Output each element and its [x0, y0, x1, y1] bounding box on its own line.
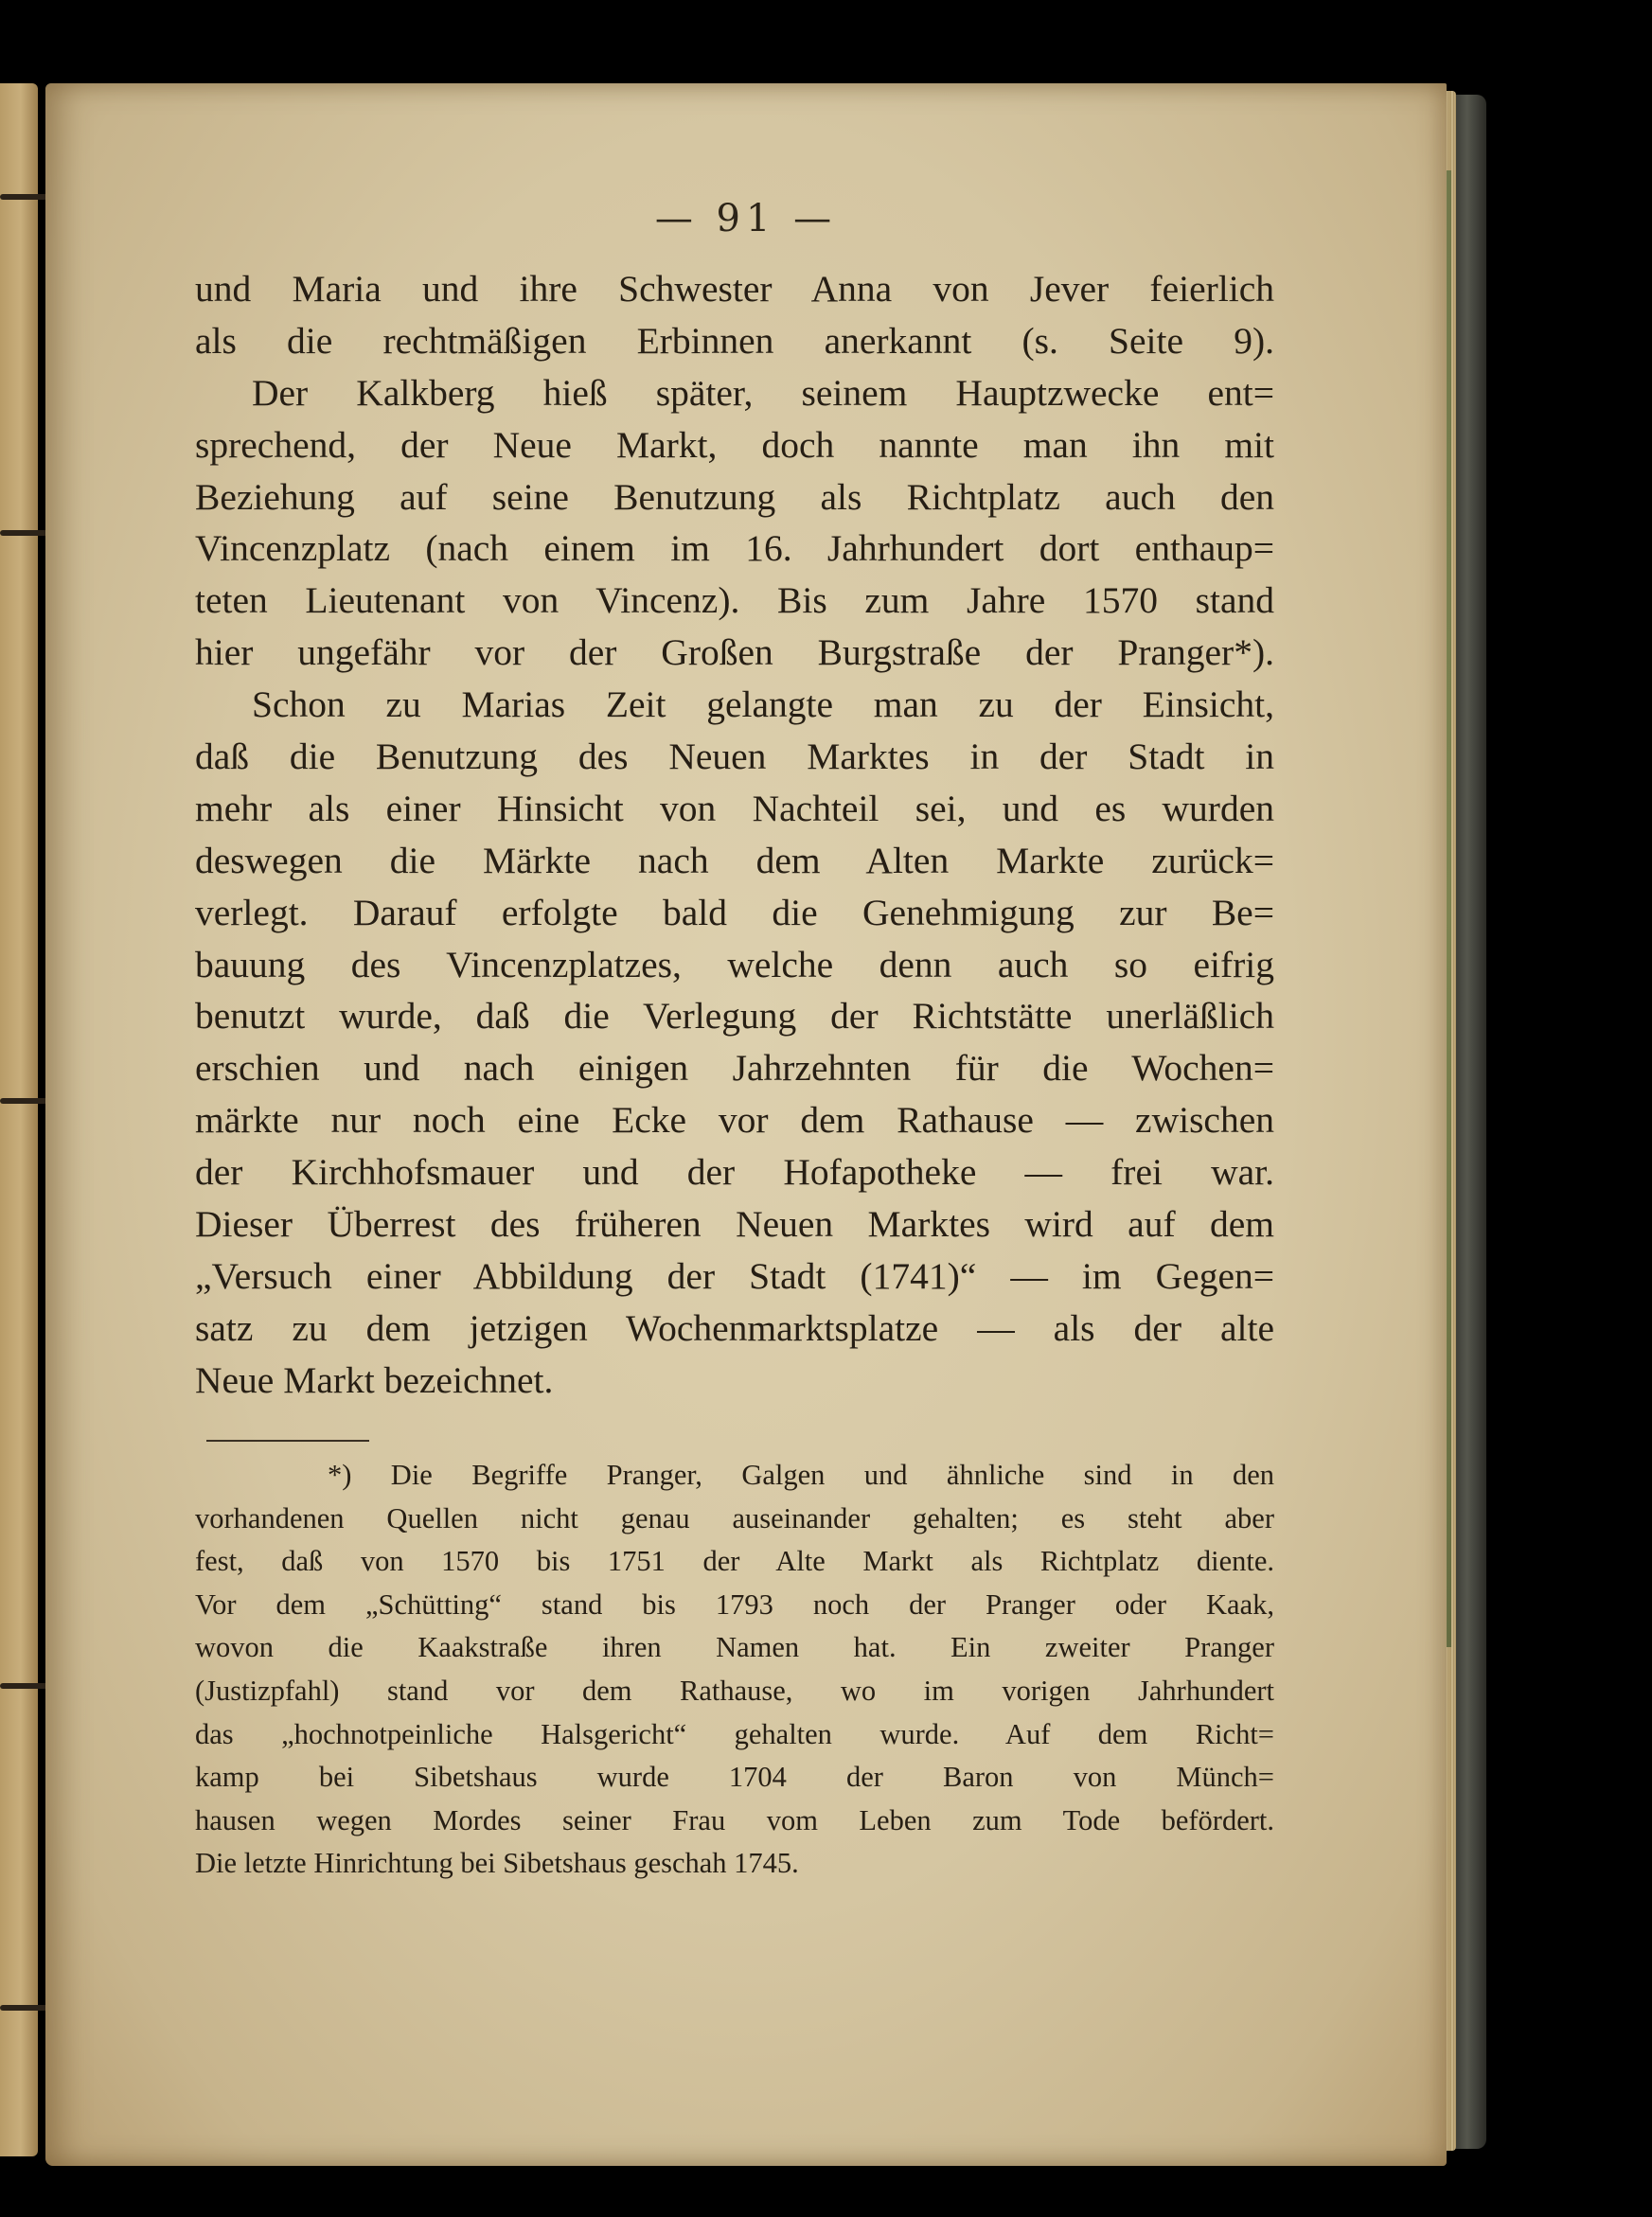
text-line: Vincenzplatz (nach einem im 16. Jahrhundert dort enthaup=	[195, 527, 1274, 570]
page-number: — 91 —	[654, 197, 838, 240]
text-line: mehr als einer Hinsicht von Nachteil sei, und es wurden	[195, 787, 1274, 829]
text-line: märkte nur noch eine Ecke vor dem Rathause — zwischen	[195, 1099, 1274, 1142]
text-line: als die rechtmäßigen Erbinnen anerkannt (s. Seite 9).	[195, 319, 1274, 362]
footnote-line: vorhandenen Quellen nicht genau auseinander gehalten; es steht aber	[195, 1501, 1274, 1534]
text-line: und Maria und ihre Schwester Anna von Jever feierlich	[195, 268, 1274, 310]
book-cover-edge	[1454, 95, 1486, 2149]
footnote-divider	[206, 1440, 369, 1442]
footnote-line: Die letzte Hinrichtung bei Sibetshaus geschah 1745.	[195, 1847, 799, 1880]
footnote-line: (Justizpfahl) stand vor dem Rathause, wo im vorigen Jahrhundert	[195, 1674, 1274, 1707]
text-line: der Kirchhofsmauer und der Hofapotheke — frei war.	[195, 1151, 1274, 1194]
text-line: daß die Benutzung des Neuen Marktes in der Stadt in	[195, 736, 1274, 778]
text-line: sprechend, der Neue Markt, doch nannte man ihn mit	[195, 423, 1274, 466]
text-line: deswegen die Märkte nach dem Alten Markte zurück=	[195, 839, 1274, 881]
footnote	[195, 1454, 1274, 1886]
book-page	[45, 83, 1447, 2166]
text-line: satz zu dem jetzigen Wochenmarktsplatze — als der alte	[195, 1306, 1274, 1349]
text-line: Dieser Überrest des früheren Neuen Marktes wird auf dem	[195, 1203, 1274, 1246]
text-line: Neue Markt bezeichnet.	[195, 1358, 554, 1401]
text-line: Schon zu Marias Zeit gelangte man zu der Einsicht,	[252, 683, 1274, 726]
footnote-line: das „hochnotpeinliche Halsgericht“ gehalten wurde. Auf dem Richt=	[195, 1717, 1274, 1750]
footnote-line: kamp bei Sibetshaus wurde 1704 der Baron von Münch=	[195, 1761, 1274, 1794]
footnote-line: hausen wegen Mordes seiner Frau vom Leben zum Tode befördert.	[195, 1803, 1274, 1836]
text-line: Beziehung auf seine Benutzung als Richtplatz auch den	[195, 475, 1274, 518]
footnote-line: *) Die Begriffe Pranger, Galgen und ähnliche sind in den	[328, 1459, 1274, 1491]
text-line: verlegt. Darauf erfolgte bald die Genehmigung zur Be=	[195, 891, 1274, 933]
text-line: erschien und nach einigen Jahrzehnten für die Wochen=	[195, 1047, 1274, 1090]
footnote-line: Vor dem „Schütting“ stand bis 1793 noch der Pranger oder Kaak,	[195, 1587, 1274, 1621]
footnote-line: fest, daß von 1570 bis 1751 der Alte Markt als Richtplatz diente.	[195, 1545, 1274, 1578]
main-text	[195, 263, 1274, 1407]
text-line: „Versuch einer Abbildung der Stadt (1741)“ — im Gegen=	[195, 1254, 1274, 1297]
footnote-line: wovon die Kaakstraße ihren Namen hat. Ein zweiter Pranger	[195, 1631, 1274, 1664]
text-line: Der Kalkberg hieß später, seinem Hauptzwecke ent=	[252, 371, 1274, 414]
text-line: hier ungefähr vor der Großen Burgstraße der Pranger*).	[195, 631, 1274, 674]
left-page-edge	[0, 83, 38, 2156]
text-line: teten Lieutenant von Vincenz). Bis zum Jahre 1570 stand	[195, 579, 1274, 622]
text-line: benutzt wurde, daß die Verlegung der Richtstätte unerläßlich	[195, 995, 1274, 1038]
text-line: bauung des Vincenzplatzes, welche denn auch so eifrig	[195, 943, 1274, 985]
